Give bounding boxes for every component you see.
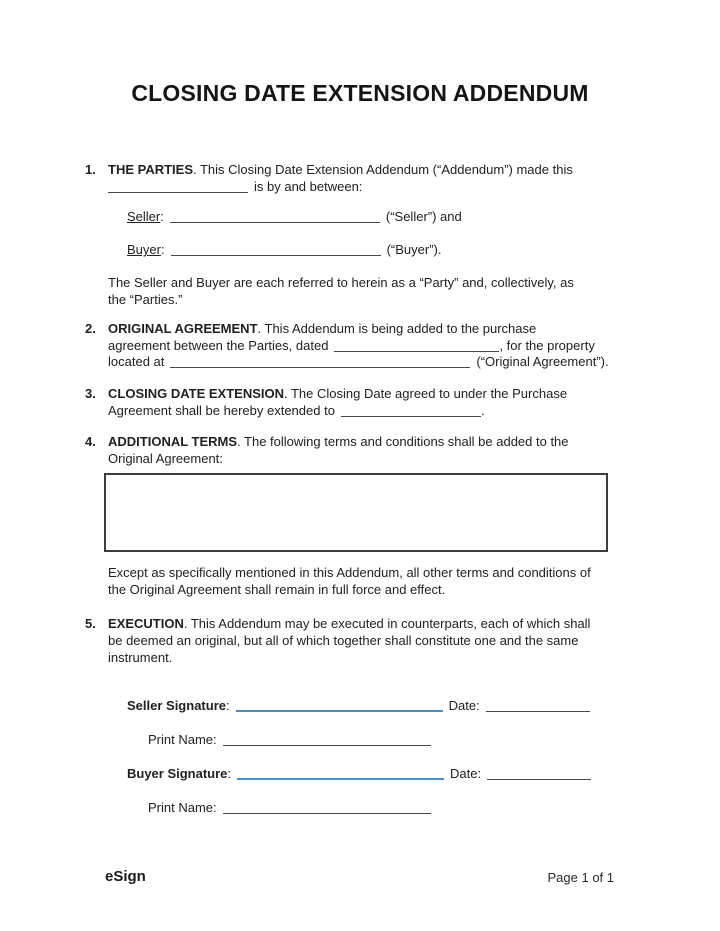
parties-note-line-2: the “Parties.” bbox=[108, 291, 183, 307]
buyer-print-name-blank[interactable] bbox=[223, 801, 431, 814]
colon: : bbox=[213, 800, 217, 816]
seller-print-name-row bbox=[127, 731, 645, 748]
parties-line-1 bbox=[85, 162, 645, 179]
seller-signature-row bbox=[127, 697, 645, 714]
section-closing-date-extension bbox=[85, 386, 645, 420]
buyer-date-label: Date bbox=[450, 766, 478, 782]
parties-text-1: . This Closing Date Extension Addendum (“Addendum”) made this bbox=[193, 162, 573, 177]
section-number: 1. bbox=[85, 162, 96, 177]
original-agreement-text-3a: located at bbox=[108, 354, 165, 370]
closing-extension-text-2b: . bbox=[480, 402, 485, 418]
buyer-label: Buyer bbox=[127, 242, 161, 258]
execution-line-2: be deemed an original, but all of which together shall constitute one and the same bbox=[108, 632, 579, 648]
except-note-line-1: Except as specifically mentioned in this Addendum, all other terms and conditions of bbox=[108, 565, 591, 581]
section-original-agreement bbox=[85, 321, 645, 371]
colon: : bbox=[160, 208, 164, 224]
except-note-line-2: the Original Agreement shall remain in full force and effect. bbox=[108, 582, 446, 598]
buyer-print-name-row bbox=[127, 799, 645, 816]
original-agreement-text-3b: (“Original Agreement”). bbox=[476, 354, 609, 370]
original-agreement-text-2a: agreement between the Parties, dated bbox=[108, 337, 329, 353]
execution-text-1: . This Addendum may be executed in counterparts, each of which shall bbox=[183, 615, 591, 631]
buyer-signature-row bbox=[127, 765, 645, 782]
original-agreement-text-1: . This Addendum is being added to the purchase bbox=[257, 320, 537, 336]
document-body bbox=[85, 162, 645, 816]
original-agreement-text-2b: , for the property bbox=[499, 337, 595, 353]
colon: : bbox=[476, 698, 480, 714]
section-number: 2. bbox=[85, 320, 96, 336]
additional-terms-line-2: Original Agreement: bbox=[108, 450, 223, 466]
section-number: 5. bbox=[85, 615, 96, 631]
additional-terms-heading: ADDITIONAL TERMS bbox=[108, 433, 238, 449]
closing-extension-text-1: . The Closing Date agreed to under the Purchase bbox=[284, 386, 568, 402]
closing-extension-line-2 bbox=[85, 403, 645, 420]
seller-line bbox=[85, 209, 645, 226]
colon: : bbox=[225, 698, 230, 714]
property-address-blank[interactable] bbox=[170, 355, 470, 368]
colon: : bbox=[213, 732, 217, 748]
agreement-date-blank[interactable] bbox=[334, 339, 499, 352]
additional-terms-text-1: . The following terms and conditions shall be added to the bbox=[237, 433, 569, 449]
buyer-signature-label: Buyer Signature bbox=[127, 766, 228, 782]
page-title: CLOSING DATE EXTENSION ADDENDUM bbox=[131, 80, 589, 106]
seller-print-name-label: Print Name bbox=[148, 732, 214, 748]
closing-extension-heading: CLOSING DATE EXTENSION bbox=[108, 386, 284, 402]
section-number: 4. bbox=[85, 433, 96, 449]
colon: : bbox=[160, 242, 165, 258]
seller-suffix: (“Seller”) and bbox=[385, 208, 462, 224]
seller-print-name-blank[interactable] bbox=[223, 733, 431, 746]
buyer-signature-blank[interactable] bbox=[237, 766, 444, 780]
extended-closing-date-blank[interactable] bbox=[341, 404, 481, 417]
page-footer bbox=[105, 868, 614, 888]
esign-logo: eSign bbox=[105, 868, 146, 885]
closing-extension-line-1 bbox=[85, 386, 645, 403]
seller-signature-blank[interactable] bbox=[236, 698, 443, 712]
additional-terms-box[interactable] bbox=[104, 473, 608, 552]
closing-extension-text-2a: Agreement shall be hereby extended to bbox=[108, 402, 335, 418]
seller-signature-date-blank[interactable] bbox=[486, 699, 590, 712]
original-agreement-line-2 bbox=[85, 338, 645, 355]
parties-heading: THE PARTIES bbox=[108, 162, 193, 177]
buyer-line bbox=[85, 242, 645, 259]
parties-note-line-1: The Seller and Buyer are each referred to herein as a “Party” and, collectively, as bbox=[108, 275, 574, 291]
execution-line-3: instrument. bbox=[108, 649, 173, 665]
buyer-suffix: (“Buyer”). bbox=[386, 242, 442, 258]
execution-line-1 bbox=[85, 616, 645, 633]
colon: : bbox=[477, 766, 482, 782]
parties-line-2 bbox=[85, 179, 645, 196]
seller-label: Seller bbox=[127, 208, 161, 224]
signature-block bbox=[85, 697, 645, 816]
addendum-date-blank[interactable] bbox=[108, 180, 248, 193]
section-parties bbox=[85, 162, 645, 309]
parties-text-2: is by and between: bbox=[254, 178, 363, 194]
section-additional-terms bbox=[85, 434, 645, 599]
page-number: Page 1 of 1 bbox=[547, 870, 614, 885]
colon: : bbox=[227, 766, 232, 782]
execution-heading: EXECUTION bbox=[108, 615, 184, 631]
additional-terms-line-1 bbox=[85, 434, 645, 451]
seller-name-blank[interactable] bbox=[170, 210, 380, 223]
buyer-print-name-label: Print Name bbox=[148, 800, 214, 816]
section-execution bbox=[85, 616, 645, 666]
seller-signature-label: Seller Signature bbox=[127, 698, 226, 714]
original-agreement-line-3 bbox=[85, 354, 645, 371]
original-agreement-heading: ORIGINAL AGREEMENT bbox=[108, 320, 258, 336]
buyer-signature-date-blank[interactable] bbox=[487, 767, 591, 780]
original-agreement-line-1 bbox=[85, 321, 645, 338]
seller-date-label: Date bbox=[448, 698, 477, 714]
buyer-name-blank[interactable] bbox=[171, 243, 381, 256]
section-number: 3. bbox=[85, 386, 96, 402]
